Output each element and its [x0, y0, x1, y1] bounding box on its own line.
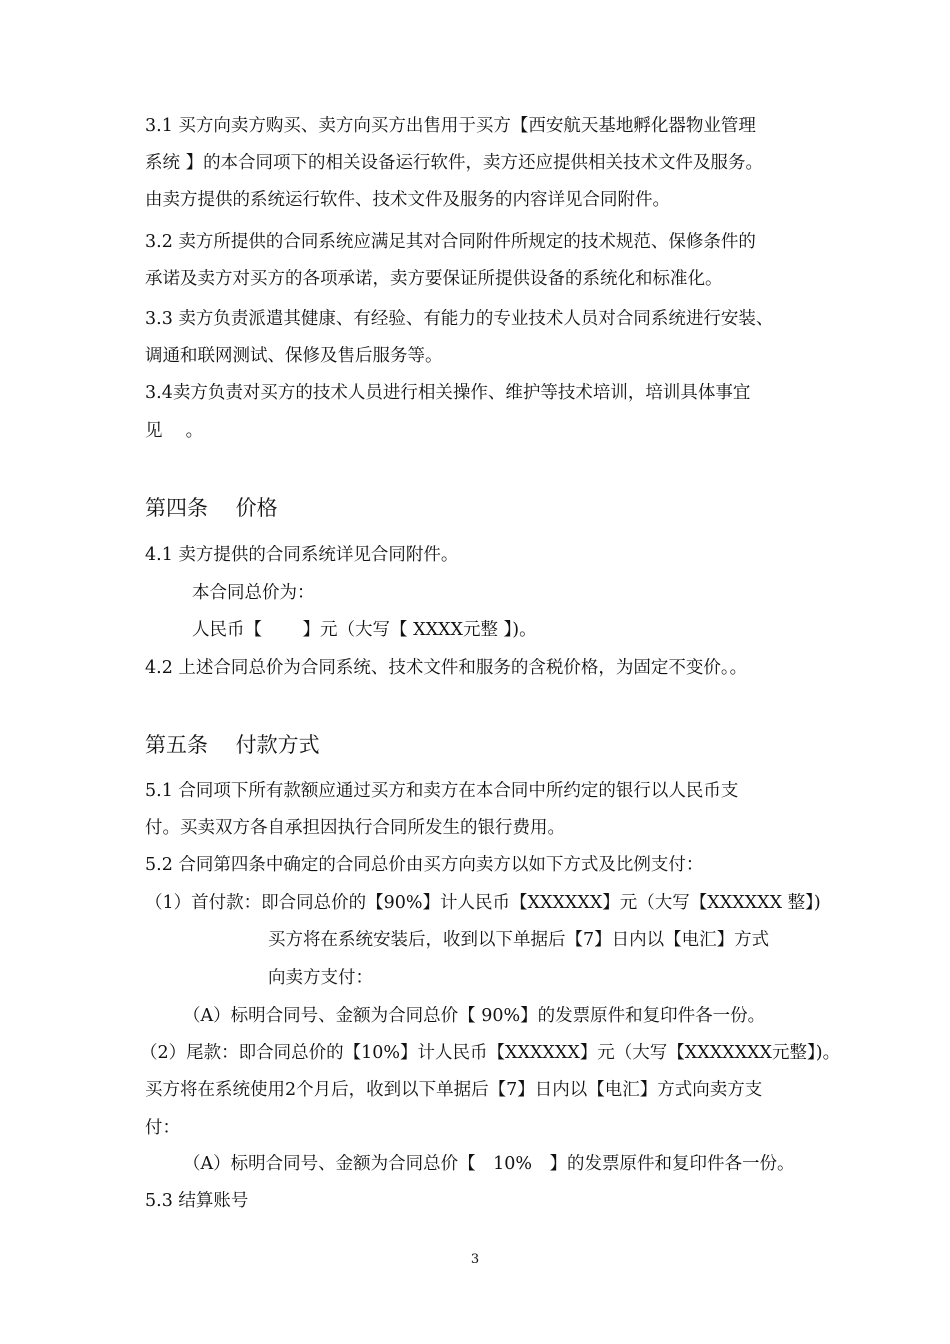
payment-item-1-line-3: 向卖方支付： [268, 968, 373, 988]
clause-3-4-line-1: 3.4卖方负责对买方的技术人员进行相关操作、维护等技术培训，培训具体事宜 [145, 383, 751, 403]
payment-item-1-line-2: 买方将在系统安装后，收到以下单据后【7】日内以【电汇】方式 [268, 930, 770, 950]
clause-3-1-line-3: 由卖方提供的系统运行软件、技术文件及服务的内容详见合同附件。 [145, 190, 670, 210]
total-price-rmb: 人民币【 】元（大写【 XXXX元整 】)。 [192, 620, 537, 640]
payment-item-2-line-2: 买方将在系统使用2个月后，收到以下单据后【7】日内以【电汇】方式向卖方支 [145, 1080, 763, 1100]
payment-item-2-sub-a: （A）标明合同号、金额为合同总价【 10% 】的发票原件和复印件各一份。 [183, 1154, 795, 1174]
article-5-heading: 第五条 付款方式 [145, 733, 320, 757]
payment-item-1-line-1: （1）首付款：即合同总价的【90%】计人民币【XXXXXX】元（大写【XXXXXX 整】) [145, 893, 821, 913]
clause-3-3-line-1: 3.3 卖方负责派遣其健康、有经验、有能力的专业技术人员对合同系统进行安装、 [145, 309, 774, 329]
clause-4-2: 4.2 上述合同总价为合同系统、技术文件和服务的含税价格，为固定不变价。。 [145, 658, 748, 678]
clause-3-1-line-1: 3.1 买方向卖方购买、卖方向买方出售用于买方【西安航天基地孵化器物业管理 [145, 116, 756, 136]
clause-5-1-line-2: 付。买卖双方各自承担因执行合同所发生的银行费用。 [145, 818, 565, 838]
payment-item-1-sub-a: （A）标明合同号、金额为合同总价【 90%】的发票原件和复印件各一份。 [183, 1006, 766, 1026]
clause-3-4-line-2: 见 。 [145, 421, 204, 441]
payment-item-2-line-1: （2）尾款：即合同总价的【10%】计人民币【XXXXXX】元（大写【XXXXXXX元整】)。 [140, 1043, 841, 1063]
article-4-heading: 第四条 价格 [145, 496, 278, 520]
clause-5-1-line-1: 5.1 合同项下所有款额应通过买方和卖方在本合同中所约定的银行以人民币支 [145, 781, 739, 801]
total-price-label: 本合同总价为： [192, 583, 315, 603]
page-number: 3 [470, 1252, 480, 1267]
clause-3-2-line-2: 承诺及卖方对买方的各项承诺，卖方要保证所提供设备的系统化和标准化。 [145, 269, 723, 289]
clause-3-1-line-2: 系统 】的本合同项下的相关设备运行软件，卖方还应提供相关技术文件及服务。 [145, 153, 764, 173]
payment-item-2-line-3: 付： [145, 1118, 180, 1138]
clause-3-3-line-2: 调通和联网测试、保修及售后服务等。 [145, 346, 443, 366]
clause-5-3: 5.3 结算账号 [145, 1191, 249, 1211]
clause-5-2: 5.2 合同第四条中确定的合同总价由买方向卖方以如下方式及比例支付： [145, 855, 704, 875]
clause-3-2-line-1: 3.2 卖方所提供的合同系统应满足其对合同附件所规定的技术规范、保修条件的 [145, 232, 756, 252]
clause-4-1: 4.1 卖方提供的合同系统详见合同附件。 [145, 545, 459, 565]
